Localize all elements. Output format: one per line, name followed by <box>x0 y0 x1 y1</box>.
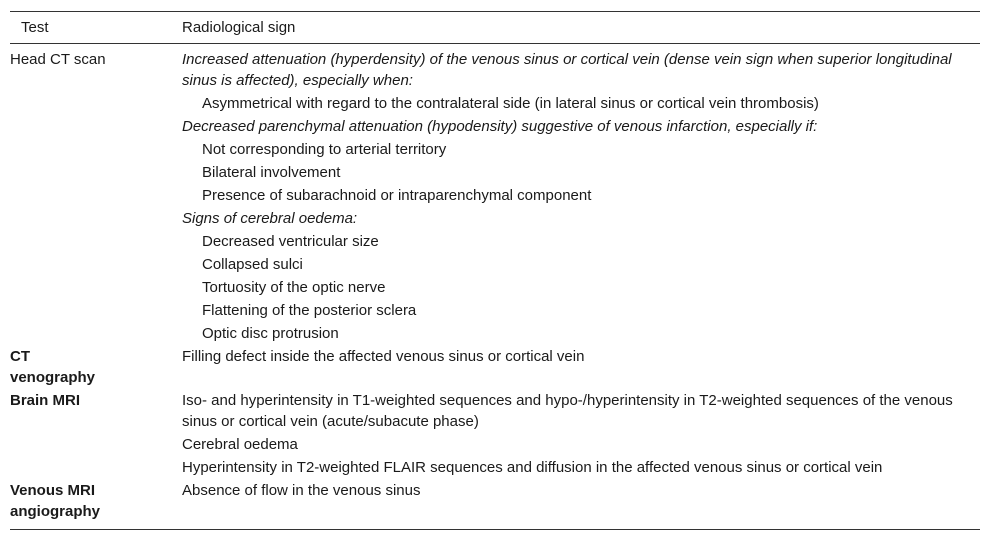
sign-line: Collapsed sulci <box>202 256 303 273</box>
signs-ct-venography <box>182 345 980 368</box>
test-head-ct: Head CT scan <box>10 51 106 68</box>
table-row <box>10 389 980 479</box>
sign-line: Iso- and hyperintensity in T1-weighted sequences and hypo-/hyperintensity in T2-weighted sequences of the venous sinus or cortical vein (acute/subacute phase) <box>182 392 953 430</box>
sign-line: Decreased ventricular size <box>202 233 379 250</box>
table-row <box>10 345 980 389</box>
sign-line: Cerebral oedema <box>182 436 298 453</box>
sign-line: Increased attenuation (hyperdensity) of the venous sinus or cortical vein (dense vein sign when superior longitudinal sinus is affected), especially when: <box>182 51 952 89</box>
sign-line: Bilateral involvement <box>202 164 341 181</box>
test-venous-mri-angiography: Venous MRI angiography <box>10 482 101 520</box>
signs-head-ct <box>182 48 980 345</box>
sign-line: Hyperintensity in T2-weighted FLAIR sequences and diffusion in the affected venous sinus or cortical vein <box>182 459 883 476</box>
table-header-row <box>10 12 980 44</box>
table-body <box>10 44 980 529</box>
test-brain-mri: Brain MRI <box>10 392 81 409</box>
table-row <box>10 479 980 523</box>
header-radiological-sign: Radiological sign <box>182 19 296 36</box>
sign-line: Filling defect inside the affected venous sinus or cortical vein <box>182 348 585 365</box>
signs-brain-mri <box>182 389 980 479</box>
table-row <box>10 46 980 345</box>
sign-line: Asymmetrical with regard to the contralateral side (in lateral sinus or cortical vein thrombosis) <box>202 95 819 112</box>
radiological-signs-table <box>10 11 980 530</box>
sign-line: Flattening of the posterior sclera <box>202 302 417 319</box>
signs-venous-mri-angiography <box>182 479 980 502</box>
sign-line: Absence of flow in the venous sinus <box>182 482 421 499</box>
sign-line: Optic disc protrusion <box>202 325 339 342</box>
sign-line: Presence of subarachnoid or intraparenchymal component <box>202 187 592 204</box>
sign-line: Tortuosity of the optic nerve <box>202 279 386 296</box>
test-ct-venography: CT venography <box>10 348 96 386</box>
sign-line: Decreased parenchymal attenuation (hypodensity) suggestive of venous infarction, especially if: <box>182 118 818 135</box>
sign-line: Not corresponding to arterial territory <box>202 141 447 158</box>
sign-line: Signs of cerebral oedema: <box>182 210 358 227</box>
header-test: Test <box>21 19 49 36</box>
